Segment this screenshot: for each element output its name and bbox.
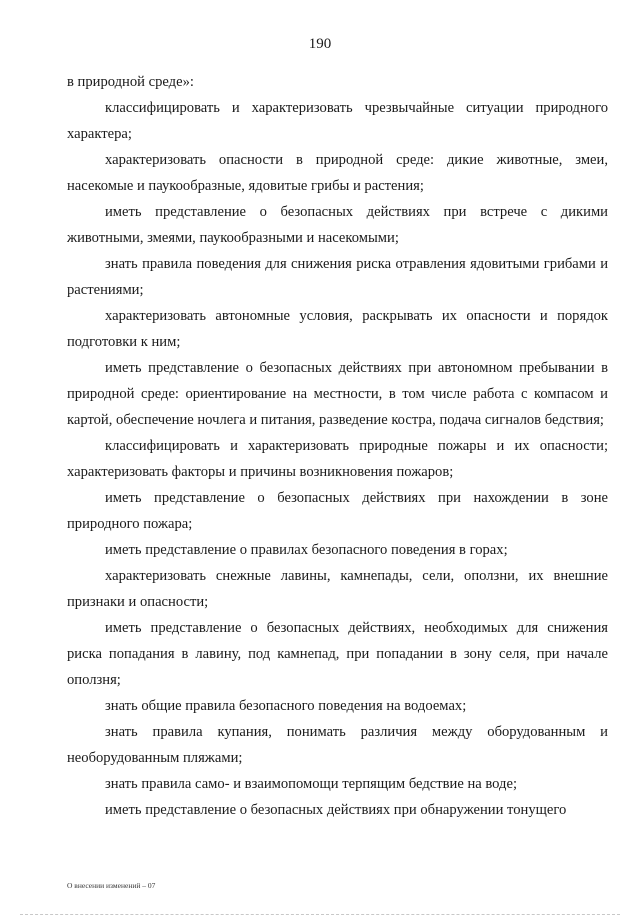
paragraph: классифицировать и характеризовать чрезвычайные ситуации природного характера; <box>67 100 608 142</box>
paragraph: иметь представление о безопасных действиях при встрече с дикими животными, змеями, паукообразными и насекомыми; <box>67 204 608 246</box>
page-number: 190 <box>308 36 332 52</box>
paragraph: в природной среде»: <box>67 74 194 90</box>
paragraph: иметь представление о правилах безопасного поведения в горах; <box>105 542 508 558</box>
paragraph: знать правила само- и взаимопомощи терпящим бедствие на воде; <box>105 776 518 792</box>
paragraph: характеризовать автономные условия, раскрывать их опасности и порядок подготовки к ним; <box>67 308 608 350</box>
paragraph: иметь представление о безопасных действиях при автономном пребывании в природной среде: ориентирование на местности, в том числе работа с компасом и картой, обеспечение ночлега и питания, разведение костра, подача сигналов бедствия; <box>67 360 608 428</box>
paragraph: иметь представление о безопасных действиях при нахождении в зоне природного пожара; <box>67 490 608 532</box>
paragraph: характеризовать опасности в природной среде: дикие животные, змеи, насекомые и паукообразные, ядовитые грибы и растения; <box>67 152 608 194</box>
paragraph: иметь представление о безопасных действиях при обнаружении тонущего <box>105 802 567 818</box>
paragraph: иметь представление о безопасных действиях, необходимых для снижения риска попадания в лавину, под камнепад, при попадании в зону селя, при начале оползня; <box>67 620 608 688</box>
paragraph: характеризовать снежные лавины, камнепады, сели, оползни, их внешние признаки и опасности; <box>67 568 608 610</box>
document-body <box>67 69 608 823</box>
paragraph: знать правила поведения для снижения риска отравления ядовитыми грибами и растениями; <box>67 256 608 298</box>
paragraph: знать общие правила безопасного поведения на водоемах; <box>105 698 467 714</box>
footer-note: О внесении изменений – 07 <box>67 881 156 890</box>
scan-edge-line <box>20 914 620 915</box>
paragraph: знать правила купания, понимать различия между оборудованным и необорудованным пляжами; <box>67 724 608 766</box>
paragraph: классифицировать и характеризовать природные пожары и их опасности; характеризовать факторы и причины возникновения пожаров; <box>67 438 608 480</box>
